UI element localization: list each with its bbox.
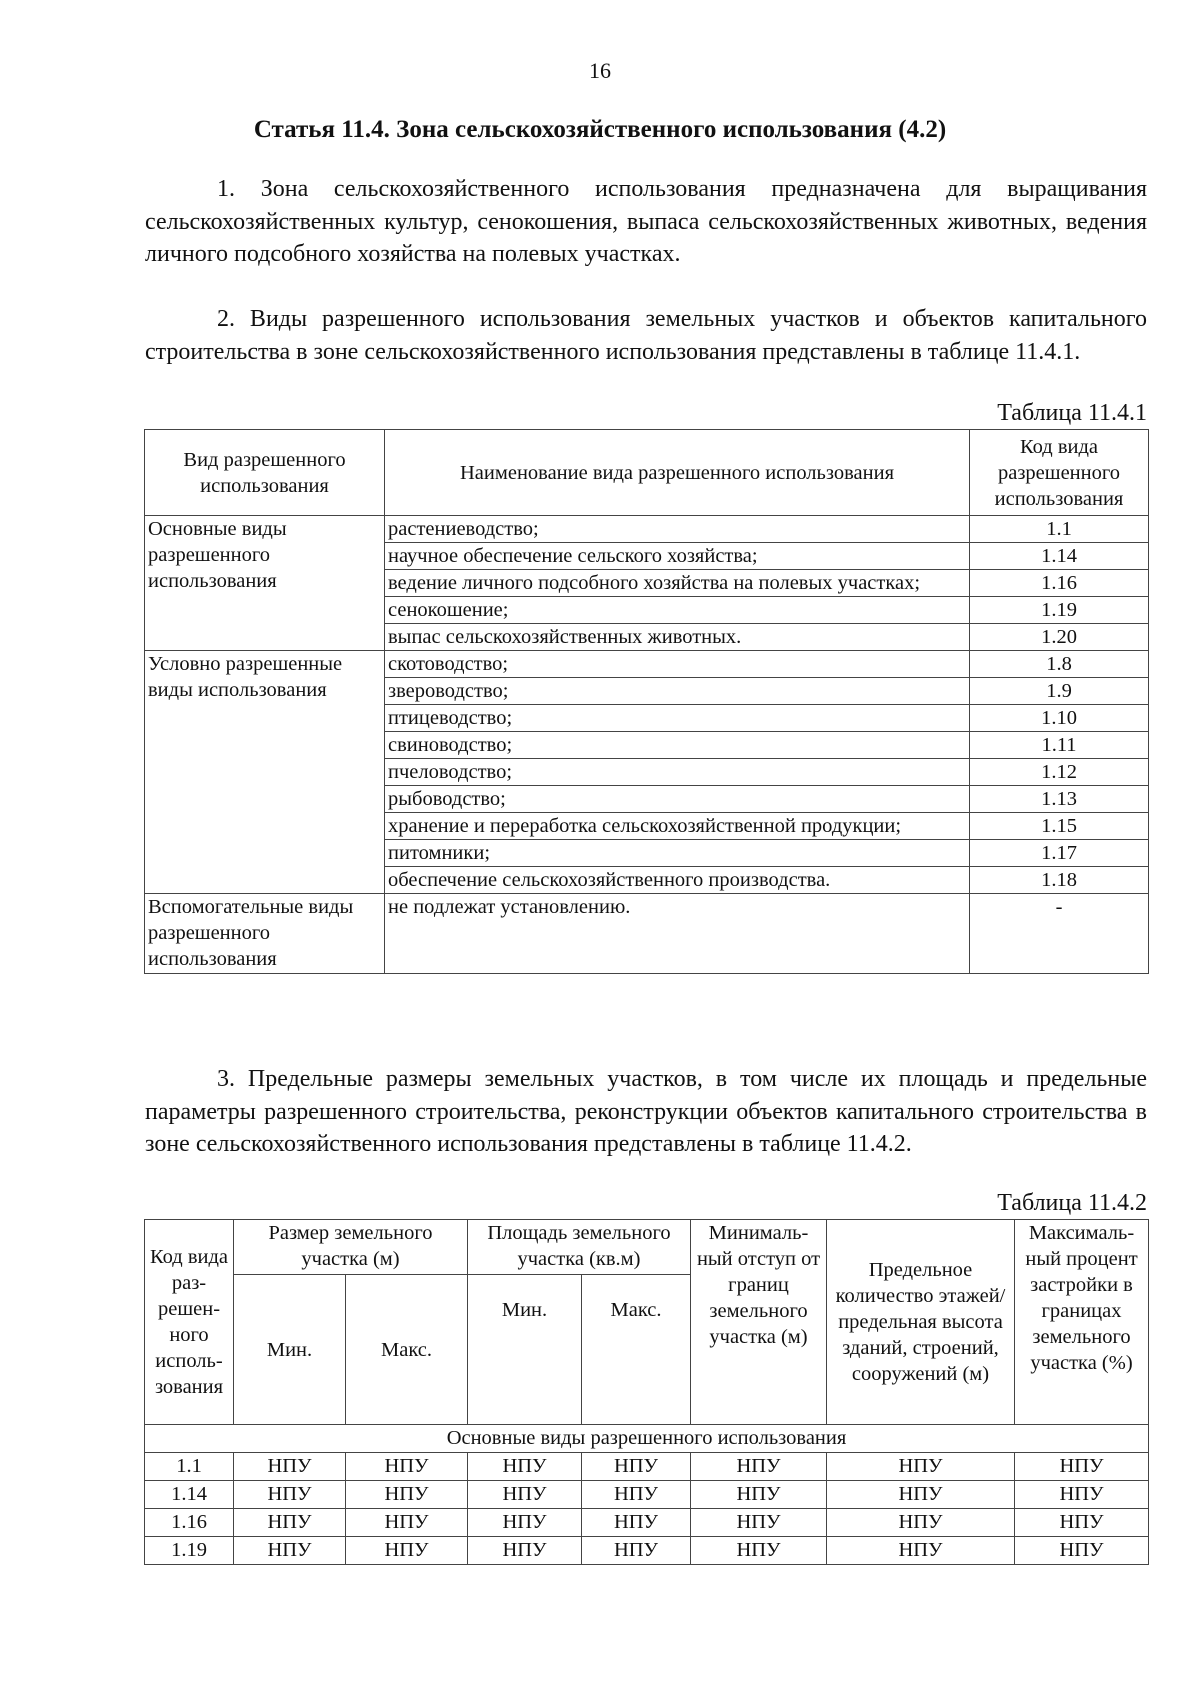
table2-header-setback: Минималь-ный отступ от границ земельного участка (м): [691, 1220, 827, 1425]
table-11-4-1: [144, 429, 1149, 974]
page-number: 16: [589, 58, 611, 83]
table1-use-code: 1.12: [970, 759, 1149, 786]
table2-cell-value: НПУ: [468, 1537, 582, 1565]
table-11-4-1-caption: Таблица 11.4.1: [997, 400, 1147, 426]
table1-use-code: 1.20: [970, 624, 1149, 651]
table1-use-name: сенокошение;: [385, 597, 970, 624]
table1-use-name: выпас сельскохозяйственных животных.: [385, 624, 970, 651]
table1-row: [145, 651, 1149, 678]
table1-use-code: 1.19: [970, 597, 1149, 624]
table2-cell-value: НПУ: [691, 1509, 827, 1537]
table2-cell-value: НПУ: [691, 1453, 827, 1481]
table2-cell-value: НПУ: [582, 1453, 691, 1481]
table1-row: [145, 516, 1149, 543]
table2-row: [145, 1509, 1149, 1537]
table2-cell-value: НПУ: [691, 1537, 827, 1565]
table2-cell-value: НПУ: [582, 1509, 691, 1537]
table2-header-size-min: Мин.: [234, 1275, 346, 1425]
table1-row: [145, 894, 1149, 974]
table1-use-name: пчеловодство;: [385, 759, 970, 786]
table1-use-name: скотоводство;: [385, 651, 970, 678]
table2-header-area-min: Мин.: [468, 1275, 582, 1425]
table1-use-name: хранение и переработка сельскохозяйственной продукции;: [385, 813, 970, 840]
table1-use-name: питомники;: [385, 840, 970, 867]
table2-row-code: 1.1: [145, 1453, 234, 1481]
table2-header-plot-area: Площадь земельного участка (кв.м): [468, 1220, 691, 1275]
table2-cell-value: НПУ: [827, 1509, 1015, 1537]
table2-cell-value: НПУ: [234, 1481, 346, 1509]
table2-cell-value: НПУ: [468, 1453, 582, 1481]
table2-cell-value: НПУ: [1015, 1453, 1149, 1481]
table2-header-size-max: Макс.: [346, 1275, 468, 1425]
table2-header-plot-size: Размер земельного участка (м): [234, 1220, 468, 1275]
table1-use-code: 1.16: [970, 570, 1149, 597]
table1-use-name: обеспечение сельскохозяйственного производства.: [385, 867, 970, 894]
table2-cell-value: НПУ: [346, 1453, 468, 1481]
table2-cell-value: НПУ: [234, 1537, 346, 1565]
paragraph-2: 2. Виды разрешенного использования земельных участков и объектов капитального строительства в зоне сельскохозяйственного использования представлены в таблице 11.4.1.: [145, 306, 1147, 365]
table1-group-label: Вспомогательные виды разрешенного использования: [145, 894, 385, 974]
table2-cell-value: НПУ: [468, 1509, 582, 1537]
table1-use-code: 1.10: [970, 705, 1149, 732]
table2-header-code: Код вида раз-решен-ного исполь-зования: [145, 1220, 234, 1425]
table2-cell-value: НПУ: [582, 1537, 691, 1565]
table2-header-area-max: Макс.: [582, 1275, 691, 1425]
table2-cell-value: НПУ: [827, 1537, 1015, 1565]
table2-cell-value: НПУ: [1015, 1537, 1149, 1565]
table2-group-label: Основные виды разрешенного использования: [145, 1425, 1149, 1453]
table2-row: [145, 1453, 1149, 1481]
table2-cell-value: НПУ: [346, 1537, 468, 1565]
table1-header-type: Вид разрешенного использования: [145, 430, 385, 516]
paragraph-1: 1. Зона сельскохозяйственного использования предназначена для выращивания сельскохозяйственных культур, сенокошения, выпаса сельскохозяйственных животных, ведения личного подсобного хозяйства на полевых участках.: [145, 176, 1147, 267]
table1-use-code: 1.1: [970, 516, 1149, 543]
table2-header-coverage: Максималь-ный процент застройки в границах земельного участка (%): [1015, 1220, 1149, 1425]
table1-group-label: Условно разрешенные виды использования: [145, 651, 385, 894]
table-11-4-2: [144, 1219, 1149, 1565]
table1-use-name: рыбоводство;: [385, 786, 970, 813]
article-heading: Статья 11.4. Зона сельскохозяйственного использования (4.2): [253, 116, 947, 143]
table2-cell-value: НПУ: [1015, 1509, 1149, 1537]
table2-cell-value: НПУ: [1015, 1481, 1149, 1509]
table1-use-name: ведение личного подсобного хозяйства на полевых участках;: [385, 570, 970, 597]
table2-row-code: 1.16: [145, 1509, 234, 1537]
table1-use-code: 1.9: [970, 678, 1149, 705]
paragraph-3: 3. Предельные размеры земельных участков, в том числе их площадь и предельные параметры разрешенного строительства, реконструкции объектов капитального строительства в зоне сельскохозяйственного использования представлены в таблице 11.4.2.: [145, 1066, 1147, 1157]
table1-group-label: Основные виды разрешенного использования: [145, 516, 385, 651]
table1-use-name: птицеводство;: [385, 705, 970, 732]
table1-use-code: 1.18: [970, 867, 1149, 894]
table2-cell-value: НПУ: [468, 1481, 582, 1509]
table2-cell-value: НПУ: [234, 1509, 346, 1537]
table1-header-code: Код вида разрешенного использования: [970, 430, 1149, 516]
table2-cell-value: НПУ: [827, 1453, 1015, 1481]
table2-row: [145, 1481, 1149, 1509]
table1-use-code: -: [970, 894, 1149, 974]
table2-row-code: 1.19: [145, 1537, 234, 1565]
table2-row-code: 1.14: [145, 1481, 234, 1509]
table1-use-name: свиноводство;: [385, 732, 970, 759]
table1-use-name: растениеводство;: [385, 516, 970, 543]
table1-use-name: не подлежат установлению.: [385, 894, 970, 974]
table1-use-code: 1.11: [970, 732, 1149, 759]
table1-use-name: научное обеспечение сельского хозяйства;: [385, 543, 970, 570]
table2-row: [145, 1537, 1149, 1565]
table2-cell-value: НПУ: [691, 1481, 827, 1509]
table-11-4-2-caption: Таблица 11.4.2: [997, 1190, 1147, 1216]
table1-use-code: 1.13: [970, 786, 1149, 813]
table2-header-floors: Предельное количество этажей/ предельная высота зданий, строений, сооружений (м): [827, 1220, 1015, 1425]
table1-use-code: 1.17: [970, 840, 1149, 867]
table1-use-code: 1.15: [970, 813, 1149, 840]
table2-cell-value: НПУ: [582, 1481, 691, 1509]
table1-use-code: 1.14: [970, 543, 1149, 570]
table2-cell-value: НПУ: [346, 1509, 468, 1537]
table1-header-name: Наименование вида разрешенного использования: [385, 430, 970, 516]
table2-cell-value: НПУ: [827, 1481, 1015, 1509]
table2-cell-value: НПУ: [234, 1453, 346, 1481]
table2-cell-value: НПУ: [346, 1481, 468, 1509]
table1-use-code: 1.8: [970, 651, 1149, 678]
table1-use-name: звероводство;: [385, 678, 970, 705]
